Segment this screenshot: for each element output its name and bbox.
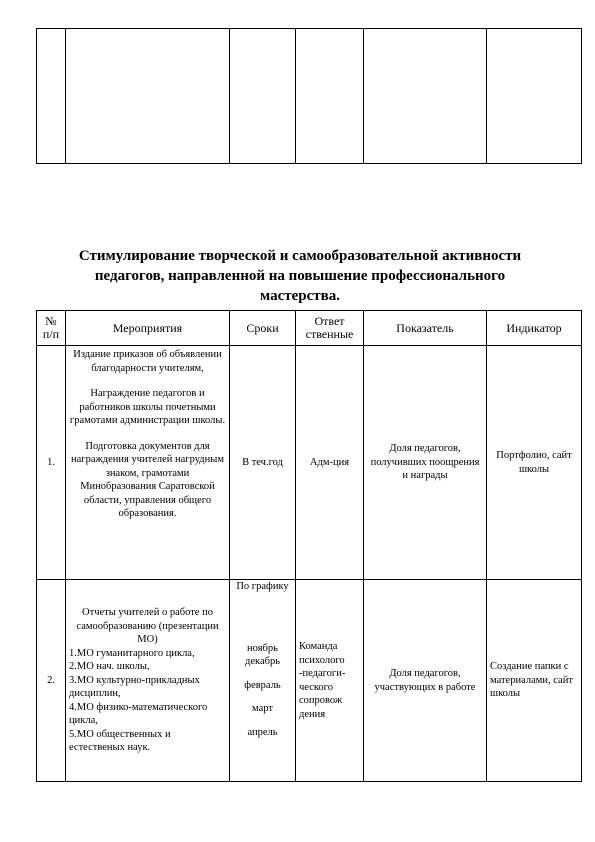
row-number: 1.: [37, 346, 66, 580]
empty-cell: [230, 29, 296, 164]
terms-head: По графику: [236, 581, 289, 592]
responsible-cell: Команда психолого -педагоги-ческого сопровож дения: [296, 580, 364, 782]
list-item: 1.МО гуманитарного цикла,: [69, 647, 195, 659]
section-title: Стимулирование творческой и самообразовательной активности педагогов, направленной на повышение профессионального мастерства.: [78, 248, 522, 304]
list-item: 5.МО общественных и естественых наук.: [69, 728, 171, 754]
header-terms: Сроки: [230, 311, 296, 346]
header-num: № п/п: [37, 311, 66, 346]
table-row: [37, 346, 582, 580]
list-item: 2.МО нач. школы,: [69, 661, 150, 673]
indicator-cell: Создание папки с материалами, сайт школы: [487, 580, 582, 782]
terms-cell: [230, 580, 296, 782]
header-events: Мероприятия: [66, 311, 230, 346]
event-item: Награждение педагогов и работников школы почетными грамотами администрации школы.: [69, 388, 226, 426]
table-row: [37, 580, 582, 782]
event-item: Издание приказов об объявлении благодарности учителям,: [73, 349, 222, 374]
list-item: 3.МО культурно-прикладных дисциплин,: [69, 674, 200, 700]
header-metric: Показатель: [364, 311, 487, 346]
month: декабрь: [245, 656, 280, 667]
table-row: [37, 29, 582, 164]
event-item: Подготовка документов для награждения учителей нагрудным знаком, грамотами Минобразования Саратовской области, управления общего образования.: [71, 440, 224, 519]
activities-table: [36, 310, 582, 782]
events-cell: [66, 346, 230, 580]
empty-cell: [364, 29, 487, 164]
month: апрель: [247, 726, 278, 738]
events-cell: [66, 580, 230, 782]
terms-cell: В теч.год: [230, 346, 296, 580]
header-responsible: Ответ ственные: [296, 311, 364, 346]
metric-cell: Доля педагогов, получивших поощрения и награды: [364, 346, 487, 580]
row-number: 2.: [37, 580, 66, 782]
month: март: [252, 703, 273, 714]
previous-table-fragment: [36, 28, 582, 164]
event-title: Отчеты учителей о работе по самообразованию (презентации МО): [76, 607, 219, 646]
table-header-row: [37, 311, 582, 346]
responsible-cell: Адм-ция: [296, 346, 364, 580]
empty-cell: [66, 29, 230, 164]
month: февраль: [244, 679, 281, 691]
empty-cell: [296, 29, 364, 164]
metric-cell: Доля педагогов, участвующих в работе: [364, 580, 487, 782]
list-item: 4.МО физико-математического цикла,: [69, 701, 208, 727]
empty-cell: [37, 29, 66, 164]
header-indicator: Индикатор: [487, 311, 582, 346]
month: ноябрь: [247, 642, 278, 654]
empty-cell: [487, 29, 582, 164]
indicator-cell: Портфолио, сайт школы: [487, 346, 582, 580]
